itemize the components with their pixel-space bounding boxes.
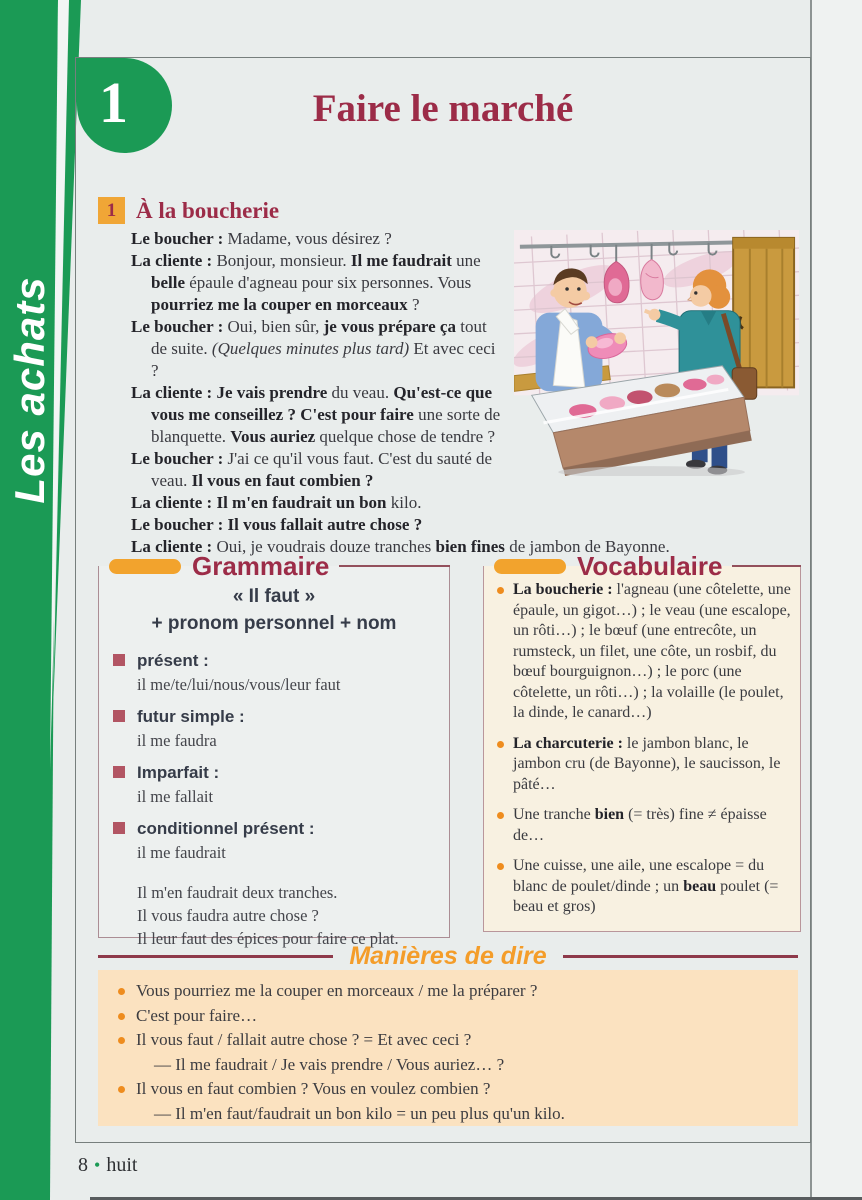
expressions-header bbox=[98, 942, 798, 971]
text-segment: J'ai ce qu'il vous faut. C'est du sauté de veau. bbox=[151, 449, 493, 490]
vocabulary-box-header bbox=[494, 550, 801, 582]
expressions-header-label: Manières de dire bbox=[349, 942, 547, 970]
expression-item bbox=[110, 1053, 784, 1078]
text-segment: une sorte de blanquette. bbox=[151, 405, 501, 446]
expressions-box bbox=[98, 970, 798, 1126]
page-edge bbox=[810, 0, 862, 1200]
square-bullet-icon bbox=[113, 710, 125, 722]
text-segment: Il me faudrait bbox=[350, 251, 452, 270]
grammar-item-label: conditionnel présent : bbox=[137, 819, 315, 838]
expression-text: — Il me faudrait / Je vais prendre / Vous auriez… ? bbox=[154, 1054, 505, 1074]
text-segment: Qu'est-ce que vous me conseillez ? C'est pour faire bbox=[151, 383, 493, 424]
text-segment: du veau. bbox=[327, 383, 394, 402]
expression-text: C'est pour faire… bbox=[136, 1005, 258, 1025]
grammar-item-value: il me fallait bbox=[137, 787, 214, 806]
butcher-shop-illustration bbox=[514, 230, 799, 476]
text-segment: Bonjour, monsieur. bbox=[216, 251, 351, 270]
grammar-example: Il vous faudra autre chose ? bbox=[137, 906, 319, 925]
grammar-title bbox=[99, 583, 449, 637]
dialogue-turn bbox=[131, 514, 799, 536]
expression-items bbox=[98, 970, 798, 1126]
text-segment: tout de suite. bbox=[151, 317, 487, 358]
page-number-word: huit bbox=[106, 1154, 138, 1176]
expression-item bbox=[110, 1028, 784, 1053]
round-bullet-icon bbox=[497, 863, 504, 870]
round-bullet-icon bbox=[118, 988, 125, 995]
expression-text: — Il m'en faut/faudrait un bon kilo = un peu plus qu'un kilo. bbox=[154, 1103, 565, 1123]
vocabulary-items bbox=[496, 580, 791, 918]
text-segment: La boucherie : bbox=[513, 581, 617, 598]
grammar-item-label: futur simple : bbox=[137, 707, 245, 726]
expression-text: Il vous faut / fallait autre chose ? = Et avec ceci ? bbox=[136, 1030, 472, 1049]
grammar-examples bbox=[137, 881, 437, 950]
text-segment: belle bbox=[151, 273, 185, 292]
vocabulary-item bbox=[496, 805, 791, 846]
text-segment: La cliente : bbox=[131, 251, 217, 270]
text-segment: (Quelques minutes plus tard) bbox=[211, 339, 410, 358]
vocabulary-item bbox=[496, 856, 791, 918]
grammar-item-label: Imparfait : bbox=[137, 763, 220, 782]
page-footer bbox=[78, 1154, 137, 1177]
header-rule bbox=[339, 565, 450, 567]
page-frame bbox=[75, 57, 811, 1143]
expression-item bbox=[110, 1102, 784, 1127]
expression-item bbox=[110, 1077, 784, 1102]
text-segment: Et avec ceci ? bbox=[151, 339, 496, 380]
orange-bar-icon bbox=[494, 559, 566, 574]
grammar-item-label: présent : bbox=[137, 651, 209, 670]
text-segment: Le boucher : Il vous fallait autre chose ? bbox=[131, 515, 423, 534]
section-number: 1 bbox=[98, 197, 125, 224]
header-rule bbox=[563, 955, 798, 958]
text-segment: Le boucher : bbox=[131, 229, 228, 248]
grammar-item-value: il me faudra bbox=[137, 731, 217, 750]
grammar-item-value: il me/te/lui/nous/vous/leur faut bbox=[137, 675, 341, 694]
text-segment: ? bbox=[407, 295, 420, 314]
text-segment: Oui, bien sûr, bbox=[227, 317, 324, 336]
text-segment: Le boucher : bbox=[131, 317, 228, 336]
text-segment: Oui, je voudrais douze tranches bbox=[216, 537, 436, 556]
vocabulary-item bbox=[496, 734, 791, 796]
text-segment: épaule d'agneau pour six personnes. Vous bbox=[185, 273, 472, 292]
text-segment: La charcuterie : bbox=[513, 734, 627, 752]
text-segment: poulet (= beau et gros) bbox=[513, 877, 779, 915]
text-segment: une bbox=[451, 251, 481, 270]
text-segment: Une tranche bbox=[513, 806, 595, 823]
text-segment: La cliente : Il m'en faudrait un bon bbox=[131, 493, 387, 512]
text-segment: beau bbox=[683, 877, 717, 895]
text-segment: Vous auriez bbox=[230, 427, 316, 446]
text-segment: Il vous en faut combien ? bbox=[191, 471, 374, 490]
grammar-item bbox=[113, 650, 437, 695]
text-segment: bien fines bbox=[435, 537, 505, 556]
grammar-header-label: Grammaire bbox=[192, 551, 330, 581]
grammar-title-line1: « Il faut » bbox=[232, 586, 316, 607]
expression-text: Vous pourriez me la couper en morceaux / me la préparer ? bbox=[136, 981, 538, 1000]
section-title: À la boucherie bbox=[136, 197, 280, 223]
round-bullet-icon bbox=[497, 741, 504, 748]
grammar-item bbox=[113, 818, 437, 863]
square-bullet-icon bbox=[113, 822, 125, 834]
round-bullet-icon bbox=[497, 812, 504, 819]
dialogue-turn bbox=[131, 492, 799, 514]
text-segment: l'agneau (une côtelette, une épaule, un gigot…) ; le veau (une escalope, un rôti…) ; le bœuf (une entrecôte, un rumsteck, un filet, une côte, un rosbif, du bœuf bourguignon…) ; le porc (une côtelette, un rôti…) ; la volaille (le poulet, la dinde, le canard…) bbox=[513, 581, 791, 721]
text-segment: Madame, vous désirez ? bbox=[227, 229, 392, 248]
header-rule bbox=[98, 955, 333, 958]
footer-bullet-icon: • bbox=[94, 1155, 101, 1175]
text-segment: quelque chose de tendre ? bbox=[315, 427, 496, 446]
grammar-title-line2: + pronom personnel + nom bbox=[151, 613, 397, 634]
sidebar-theme-label: Les achats bbox=[6, 276, 53, 504]
round-bullet-icon bbox=[497, 587, 504, 594]
expression-item bbox=[110, 1004, 784, 1029]
text-segment: kilo. bbox=[386, 493, 422, 512]
wooden-door bbox=[733, 238, 794, 388]
text-segment: Le boucher : bbox=[131, 449, 228, 468]
text-segment: La cliente : Je vais prendre bbox=[131, 383, 328, 402]
text-segment: de jambon de Bayonne. bbox=[504, 537, 670, 556]
orange-bar-icon bbox=[109, 559, 181, 574]
grammar-example: Il leur faut des épices pour faire ce plat. bbox=[137, 929, 399, 948]
text-segment: bien bbox=[594, 806, 625, 823]
round-bullet-icon bbox=[118, 1013, 125, 1020]
expression-text: Il vous en faut combien ? Vous en voulez combien ? bbox=[136, 1079, 491, 1098]
text-segment: pourriez me la couper en morceaux bbox=[151, 295, 408, 314]
vocabulary-header-label: Vocabulaire bbox=[577, 551, 723, 581]
text-segment: La cliente : bbox=[131, 537, 217, 556]
text-segment: Une cuisse, une aile, une escalope = du blanc de poulet/dinde ; un bbox=[513, 857, 765, 895]
vocabulary-item bbox=[496, 580, 791, 724]
square-bullet-icon bbox=[113, 766, 125, 778]
text-segment: (= très) fine ≠ épaisse de… bbox=[513, 806, 767, 844]
page-number: 8 bbox=[78, 1154, 88, 1176]
vocabulary-box bbox=[483, 551, 801, 932]
section-header bbox=[98, 197, 279, 224]
page-title: Faire le marché bbox=[312, 87, 574, 130]
text-segment: je vous prépare ça bbox=[323, 317, 456, 336]
grammar-box bbox=[98, 551, 450, 948]
dialogue-block bbox=[131, 228, 799, 558]
grammar-items bbox=[113, 650, 437, 863]
unit-number-badge: 1 bbox=[77, 58, 172, 153]
expression-item bbox=[110, 979, 784, 1004]
header-rule bbox=[732, 565, 801, 567]
square-bullet-icon bbox=[113, 654, 125, 666]
grammar-example: Il m'en faudrait deux tranches. bbox=[137, 883, 338, 902]
grammar-item bbox=[113, 762, 437, 807]
round-bullet-icon bbox=[118, 1086, 125, 1093]
grammar-box-header bbox=[109, 550, 450, 582]
round-bullet-icon bbox=[118, 1037, 125, 1044]
butcher-shop-drawing bbox=[514, 230, 799, 476]
text-segment: le jambon blanc, le jambon cru (de Bayonne), le saucisson, le pâté… bbox=[513, 734, 781, 793]
grammar-item bbox=[113, 706, 437, 751]
grammar-item-value: il me faudrait bbox=[137, 843, 226, 862]
